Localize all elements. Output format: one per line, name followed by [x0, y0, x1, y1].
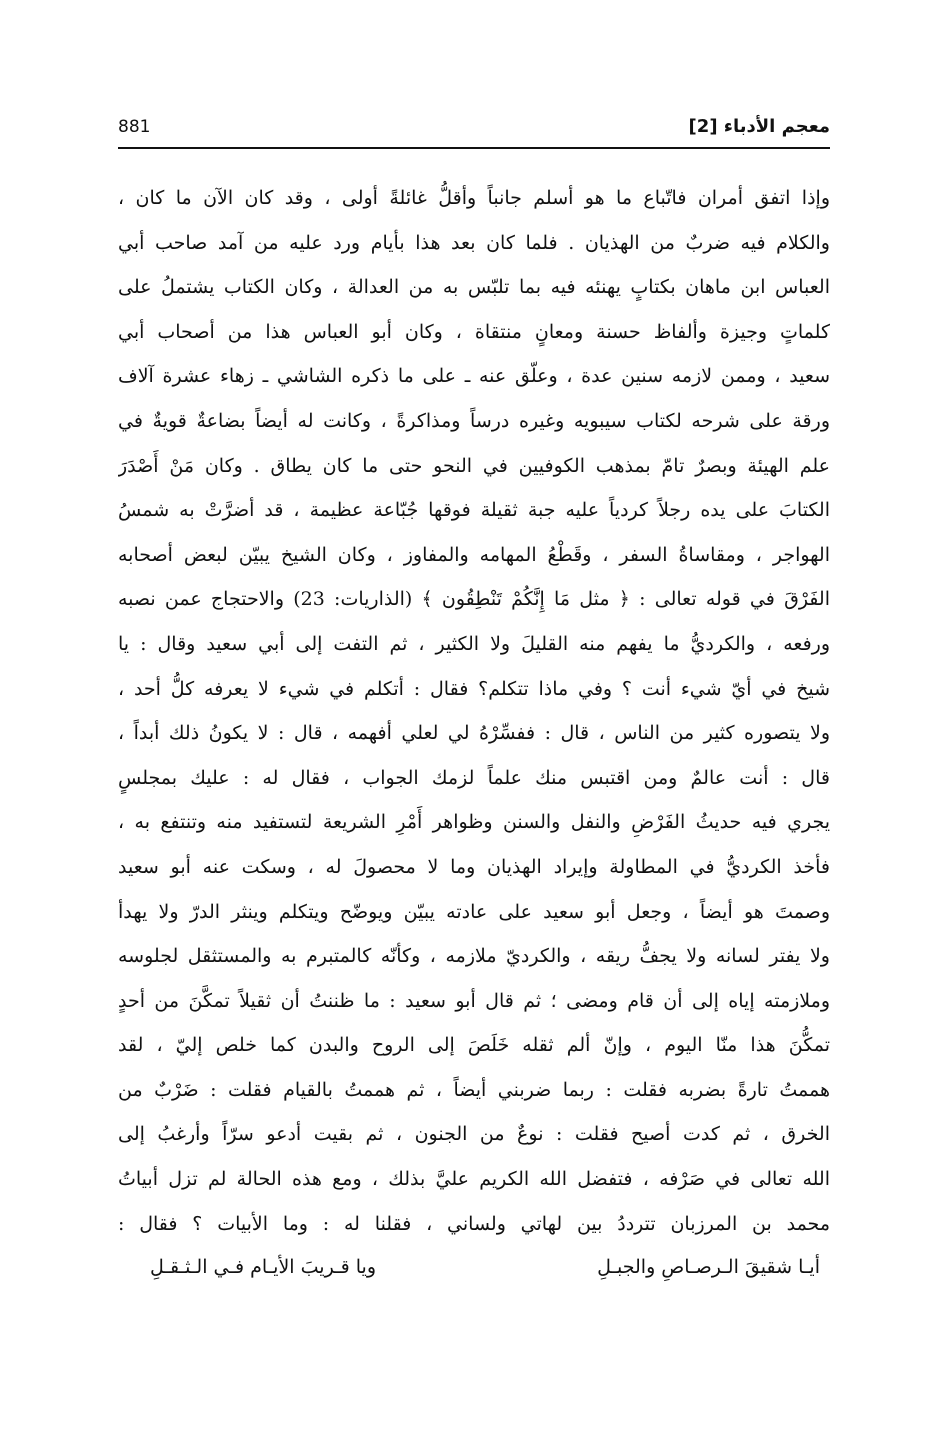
body-text: [118, 176, 830, 1246]
text-line: والكلام فيه ضربٌ من الهذيان . فلما كان بعد هذا بأيام ورد عليه من آمد صاحب أبي: [118, 231, 830, 254]
header-rule: [118, 147, 830, 149]
text-line: علم الهيئة وبصرٌ تامّ بمذهب الكوفيين في النحو حتى ما كان يطاق . وكان مَنْ أَصْدَرَ: [118, 454, 830, 477]
text-line: محمد بن المرزبان تترددُ بين لهاتي ولساني ، فقلنا له : وما الأبيات ؟ فقال :: [118, 1212, 830, 1235]
text-line: وصمتَ هو أيضاً ، وجعل أبو سعيد على عادته يبيّن ويوضّح ويتكلم وينثر الدرّ ولا يهدأ: [118, 900, 830, 923]
text-line: فأخذ الكرديُّ في المطاولة وإيراد الهذيان وما لا محصولَ له ، وسكت عنه أبو سعيد: [118, 855, 830, 878]
text-line: الفَرْقَ في قوله تعالى : ﴿ مثل مَا إِنَّكُمْ تَنْطِقُون ﴾ (الذاريات: 23) والاحتجاج عمن نصبه: [118, 588, 830, 611]
text-line: وملازمته إياه إلى أن قام ومضى ؛ ثم قال أبو سعيد : ما ظننتُ أن ثقيلاً تمكَّنَ من أحدٍ: [118, 989, 830, 1012]
book-title: معجم الأدباء [2]: [688, 116, 830, 137]
text-line: شيخ في أيّ شيء أنت ؟ وفي ماذا تتكلم؟ فقال : أتكلم في شيء لا يعرفه كلُّ أحد ،: [118, 677, 830, 700]
text-line: هممتُ تارةً بضربه فقلت : ربما ضربني أيضاً ، ثم هممتُ بالقيام فقلت : ضَرْبٌ من: [118, 1078, 830, 1101]
text-line: كلماتٍ وجيزة وألفاظ حسنة ومعانٍ منتقاة ، وكان أبو العباس هذا من أصحاب أبي: [118, 320, 830, 343]
text-line: الكتابَ على يده رجلاً كردياً عليه جبة ثقيلة فوقها جُبّاعة عظيمة ، قد أضرَّتْ به شمسُ: [118, 499, 830, 522]
text-line: الله تعالى في صَرْفه ، فتفضل الله الكريم عليَّ بذلك ، ومع هذه الحالة لم تزل أبياتُ: [118, 1168, 830, 1191]
text-line: يجري فيه حديثُ الفَرْضِ والنفل والسنن وظواهر أَمْرِ الشريعة لتستفيد منه وتنتفع به ،: [118, 811, 830, 834]
text-line: ورقة على شرحه لكتاب سيبويه وغيره درساً ومذاكرةً ، وكانت له أيضاً بضاعةٌ قويةٌ في: [118, 409, 830, 432]
text-line: تمكُّنَ هذا منّا اليوم ، وإنّ ألم ثقله خَلَصَ إلى الروح والبدن كما خلص إليّ ، لقد: [118, 1034, 830, 1057]
text-line: سعيد ، وممن لازمه سنين عدة ، وعلّق عنه ـ على ما ذكره الشاشي ـ زهاء عشرة آلاف: [118, 365, 830, 388]
running-head: [118, 112, 830, 142]
text-line: العباس ابن ماهان بكتابٍ يهنئه فيه بما تلبّس به من العدالة ، وكان الكتاب يشتملُ على: [118, 276, 830, 299]
text-line: ولا يفتر لسانه ولا يجفُّ ريقه ، والكرديّ ملازمه ، وكأنّه كالمتبرم به والمستثقل لجلوسه: [118, 945, 830, 968]
verse-second-hemistich: ويا قـريبَ الأيـام فـي الـثـقـلِ: [150, 1256, 376, 1278]
text-line: ورفعه ، والكرديُّ ما يفهم منه القليلَ ولا الكثير ، ثم التفت إلى أبي سعيد وقال : يا: [118, 632, 830, 655]
text-line: قال : أنت عالمٌ ومن اقتبس منك علماً لزمك الجواب ، فقال له : عليك بمجلسٍ: [118, 766, 830, 789]
text-line: وإذا اتفق أمران فاتّباع ما هو أسلم جانباً وأقلُّ غائلةً أولى ، وقد كان الآن ما كان ،: [118, 187, 830, 209]
text-line: الهواجر ، ومقاساةُ السفر ، وقَطْعُ المهامه والمفاوز ، وكان الشيخ يبيّن لبعض أصحابه: [118, 543, 830, 566]
verse-first-hemistich: أيـا شقيقَ الـرصـاصِ والجبـلِ: [597, 1256, 820, 1278]
text-line: ولا يتصوره كثير من الناس ، قال : ففسِّرْهُ لي لعلي أفهمه ، قال : لا يكونُ ذلك أبداً ،: [118, 722, 830, 745]
text-line: الخرق ، ثم كدت أصيح فقلت : نوعٌ من الجنون ، ثم بقيت أدعو سرّاً وأرغبُ إلى: [118, 1123, 830, 1146]
page-number: 881: [118, 117, 151, 137]
poem-verse: [150, 1247, 820, 1287]
